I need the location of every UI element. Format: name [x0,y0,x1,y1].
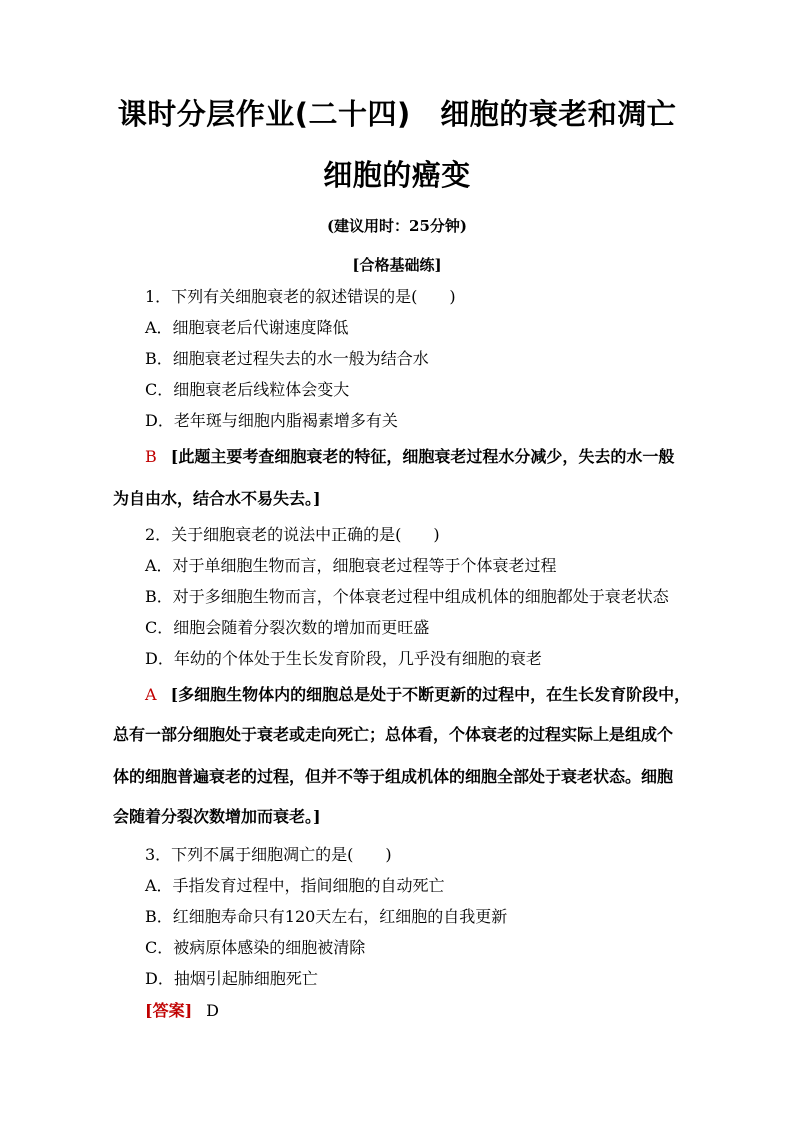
q2-answer: A [145,685,157,704]
q1-explanation [145,444,674,467]
q3-answer-tag: [答案] [145,1001,193,1020]
q2-option-d: D．年幼的个体处于生长发育阶段，几乎没有细胞的衰老 [145,649,542,668]
page-subtitle: 细胞的癌变 [323,158,471,192]
q1-explanation-line2: 为自由水，结合水不易失去。] [113,489,321,508]
q1-stem: 1．下列有关细胞衰老的叙述错误的是( ) [145,287,456,306]
q1-answer: B [145,447,157,466]
q2-explanation [145,682,690,705]
q2-stem: 2．关于细胞衰老的说法中正确的是( ) [145,525,440,544]
q3-option-d: D．抽烟引起肺细胞死亡 [145,969,318,988]
q2-explanation-line1: [多细胞生物体内的细胞总是处于不断更新的过程中，在生长发育阶段中， [170,685,691,704]
q2-option-b: B．对于多细胞生物而言，个体衰老过程中组成机体的细胞都处于衰老状态 [145,587,669,606]
q1-option-a: A．细胞衰老后代谢速度降低 [145,318,349,337]
q2-explanation-line3: 体的细胞普遍衰老的过程，但并不等于组成机体的细胞全部处于衰老状态。细胞 [113,767,674,786]
section-heading: [合格基础练] [352,256,442,274]
q3-option-b: B．红细胞寿命只有120天左右，红细胞的自我更新 [145,907,508,926]
q2-explanation-line4: 会随着分裂次数增加而衰老。] [113,807,321,826]
q2-option-c: C．细胞会随着分裂次数的增加而更旺盛 [145,618,430,637]
q1-option-c: C．细胞衰老后线粒体会变大 [145,380,350,399]
time-note: (建议用时：25分钟) [326,217,468,235]
q3-option-a: A．手指发育过程中，指间细胞的自动死亡 [145,876,445,895]
q2-option-a: A．对于单细胞生物而言，细胞衰老过程等于个体衰老过程 [145,556,557,575]
q1-explanation-line1: [此题主要考查细胞衰老的特征，细胞衰老过程水分减少，失去的水一般 [170,447,675,466]
q3-option-c: C．被病原体感染的细胞被清除 [145,938,366,957]
q3-answer-line [145,998,219,1021]
q1-option-d: D．老年斑与细胞内脂褐素增多有关 [145,411,398,430]
q3-answer: D [206,1001,219,1020]
page-title: 课时分层作业(二十四) 细胞的衰老和凋亡 [117,97,677,131]
q3-stem: 3．下列不属于细胞凋亡的是( ) [145,845,392,864]
q1-option-b: B．细胞衰老过程失去的水一般为结合水 [145,349,429,368]
q2-explanation-line2: 总有一部分细胞处于衰老或走向死亡；总体看，个体衰老的过程实际上是组成个 [113,725,674,744]
